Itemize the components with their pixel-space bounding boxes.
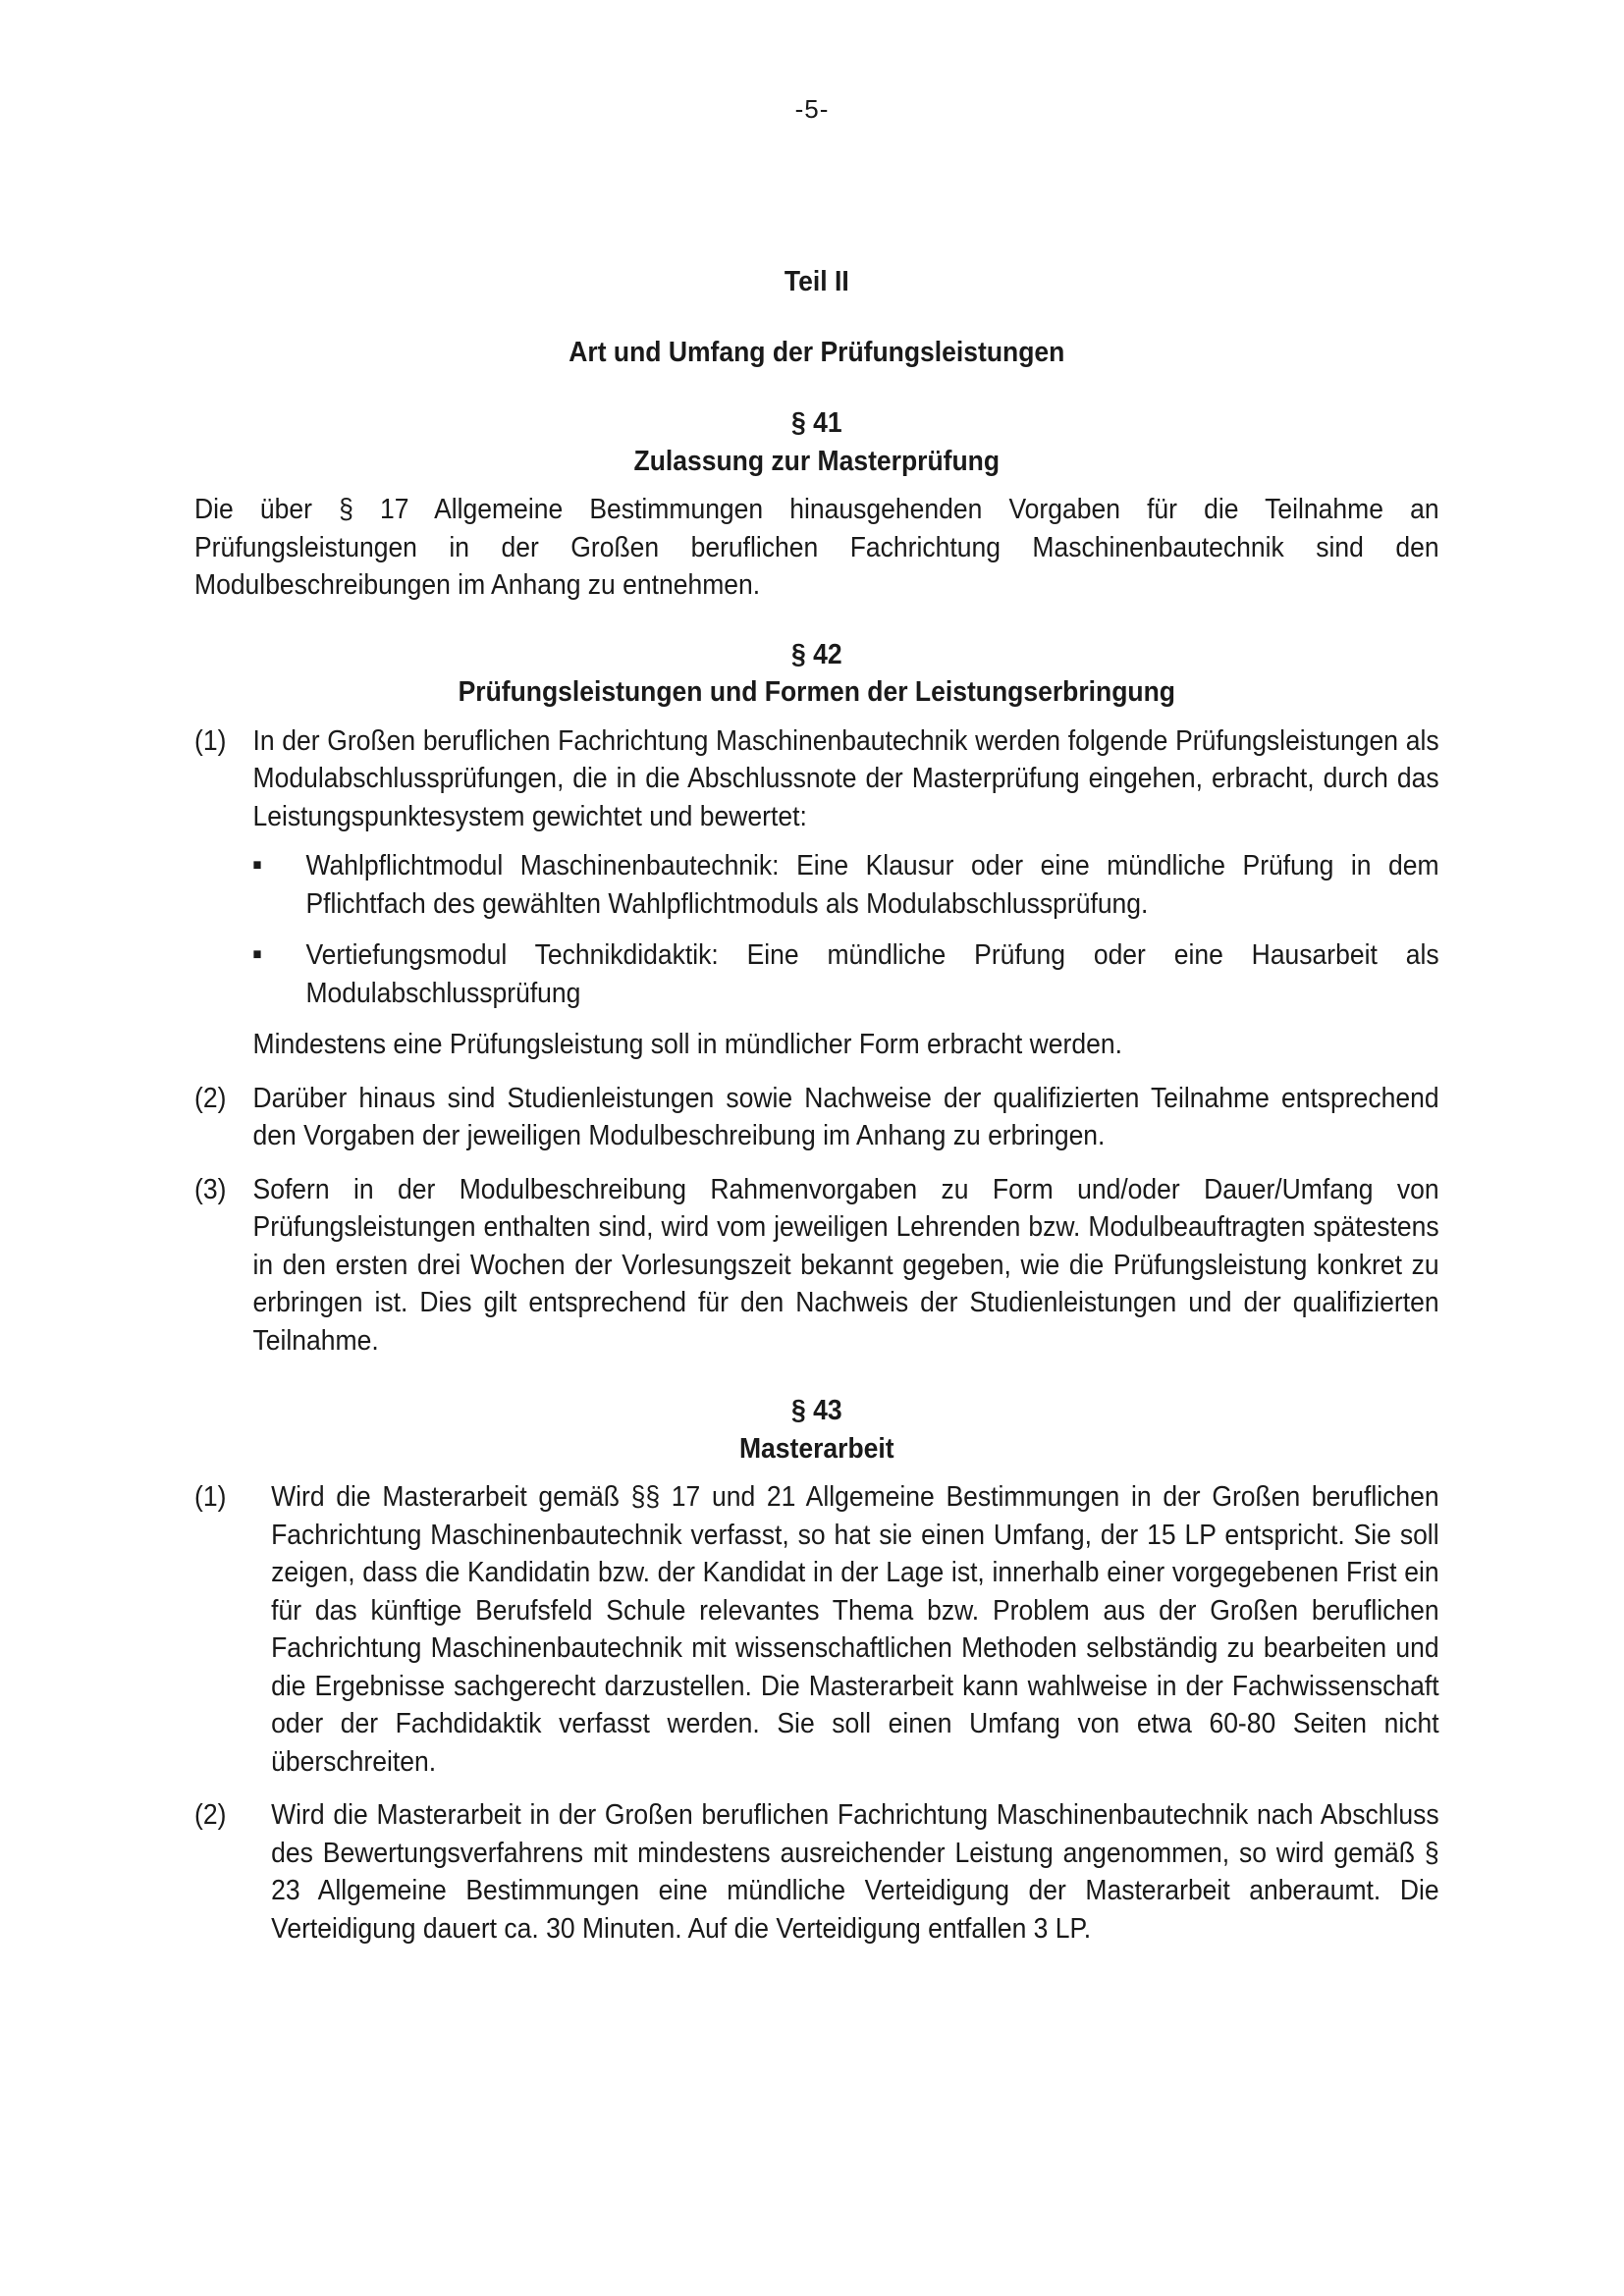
item-note: Mindestens eine Prüfungsleistung soll in mündlicher Form erbracht werden. (252, 1029, 1122, 1060)
list-item (253, 847, 1439, 923)
section-42-title: Prüfungsleistungen und Formen der Leistungserbringung (458, 676, 1175, 708)
item-body (253, 722, 1439, 1064)
square-bullet-icon: ■ (252, 857, 262, 874)
item-label: (3) (194, 1173, 227, 1205)
item-text: Wird die Masterarbeit gemäß §§ 17 und 21 Allgemeine Bestimmungen in der Großen beruflichen Fachrichtung Maschinenbautechnik verfasst, so hat sie einen Umfang, der 15 LP entspricht. Sie soll zeigen, dass die Kandidatin bzw. der Kandidat in der Lage ist, innerhalb einer vorgegebenen Frist ein für das künftige Berufsfeld Schule relevantes Thema bzw. Problem aus der Großen beruflichen Fachrichtung Maschinenbautechnik mit wissenschaftlichen Methoden selbständig zu bearbeiten und die Ergebnisse sachgerecht darzustellen. Die Masterarbeit kann wahlweise in der Fachwissenschaft oder der Fachdidaktik verfasst werden. Sie soll einen Umfang von etwa 60-80 Seiten nicht überschreiten. (271, 1481, 1439, 1778)
item-text: Wird die Masterarbeit in der Großen beruflichen Fachrichtung Maschinenbautechnik nach Abschluss des Bewertungsverfahrens mit mindestens ausreichender Leistung angenommen, so wird gemäß § 23 Allgemeine Bestimmungen eine mündliche Verteidigung der Masterarbeit anberaumt. Die Verteidigung dauert ca. 30 Minuten. Auf die Verteidigung entfallen 3 LP. (271, 1799, 1439, 1945)
page-content (194, 263, 1439, 1948)
section-42-item-1 (194, 722, 1439, 1064)
part-title: Teil II (784, 266, 849, 297)
bullet-text: Wahlpflichtmodul Maschinenbautechnik: Eine Klausur oder eine mündliche Prüfung in dem Pflichtfach des gewählten Wahlpflichtmoduls als Modulabschlussprüfung. (305, 850, 1439, 920)
section-43-number: § 43 (790, 1395, 842, 1426)
bullet-list (253, 847, 1439, 1012)
bullet-text: Vertiefungsmodul Technikdidaktik: Eine mündliche Prüfung oder eine Hausarbeit als Modulabschlussprüfung (305, 939, 1439, 1009)
page-number: -5- (794, 94, 830, 124)
section-41-number: § 41 (790, 407, 842, 439)
section-43-title: Masterarbeit (738, 1432, 894, 1465)
item-text: In der Großen beruflichen Fachrichtung Maschinenbautechnik werden folgende Prüfungsleistungen als Modulabschlussprüfungen, die in die Abschlussnote der Masterprüfung eingehen, erbracht, durch das Leistungspunktesystem gewichtet und bewertet: (252, 724, 1439, 832)
section-42-item-2 (194, 1080, 1439, 1155)
item-text: Darüber hinaus sind Studienleistungen sowie Nachweise der qualifizierten Teilnahme entsprechend den Vorgaben der jeweiligen Modulbeschreibung im Anhang zu erbringen. (252, 1082, 1439, 1151)
section-41-title: Zulassung zur Masterprüfung (633, 445, 1001, 477)
item-text: Sofern in der Modulbeschreibung Rahmenvorgaben zu Form und/oder Dauer/Umfang von Prüfungsleistungen enthalten sind, wird vom jeweiligen Lehrenden bzw. Modulbeauftragten spätestens in den ersten drei Wochen der Vorlesungszeit bekannt gegeben, wie die Prüfungsleistung konkret zu erbringen ist. Dies gilt entsprechend für den Nachweis der Studienleistungen und der qualifizierten Teilnahme. (252, 1173, 1439, 1357)
part-subtitle: Art und Umfang der Prüfungsleistungen (568, 336, 1065, 368)
section-43-item-2 (194, 1796, 1439, 1948)
item-label: (1) (194, 724, 227, 757)
item-label: (2) (194, 1082, 227, 1114)
list-item (253, 936, 1439, 1012)
section-42-number: § 42 (790, 638, 842, 670)
section-41-text: Die über § 17 Allgemeine Bestimmungen hinausgehenden Vorgaben für die Teilnahme an Prüfungsleistungen in der Großen beruflichen Fachrichtung Maschinenbautechnik sind den Modulbeschreibungen im Anhang zu entnehmen. (194, 494, 1439, 601)
square-bullet-icon: ■ (252, 946, 262, 963)
section-42-item-3 (194, 1171, 1439, 1361)
item-label: (2) (194, 1799, 227, 1831)
item-label: (1) (194, 1481, 227, 1513)
section-43-item-1 (194, 1478, 1439, 1781)
